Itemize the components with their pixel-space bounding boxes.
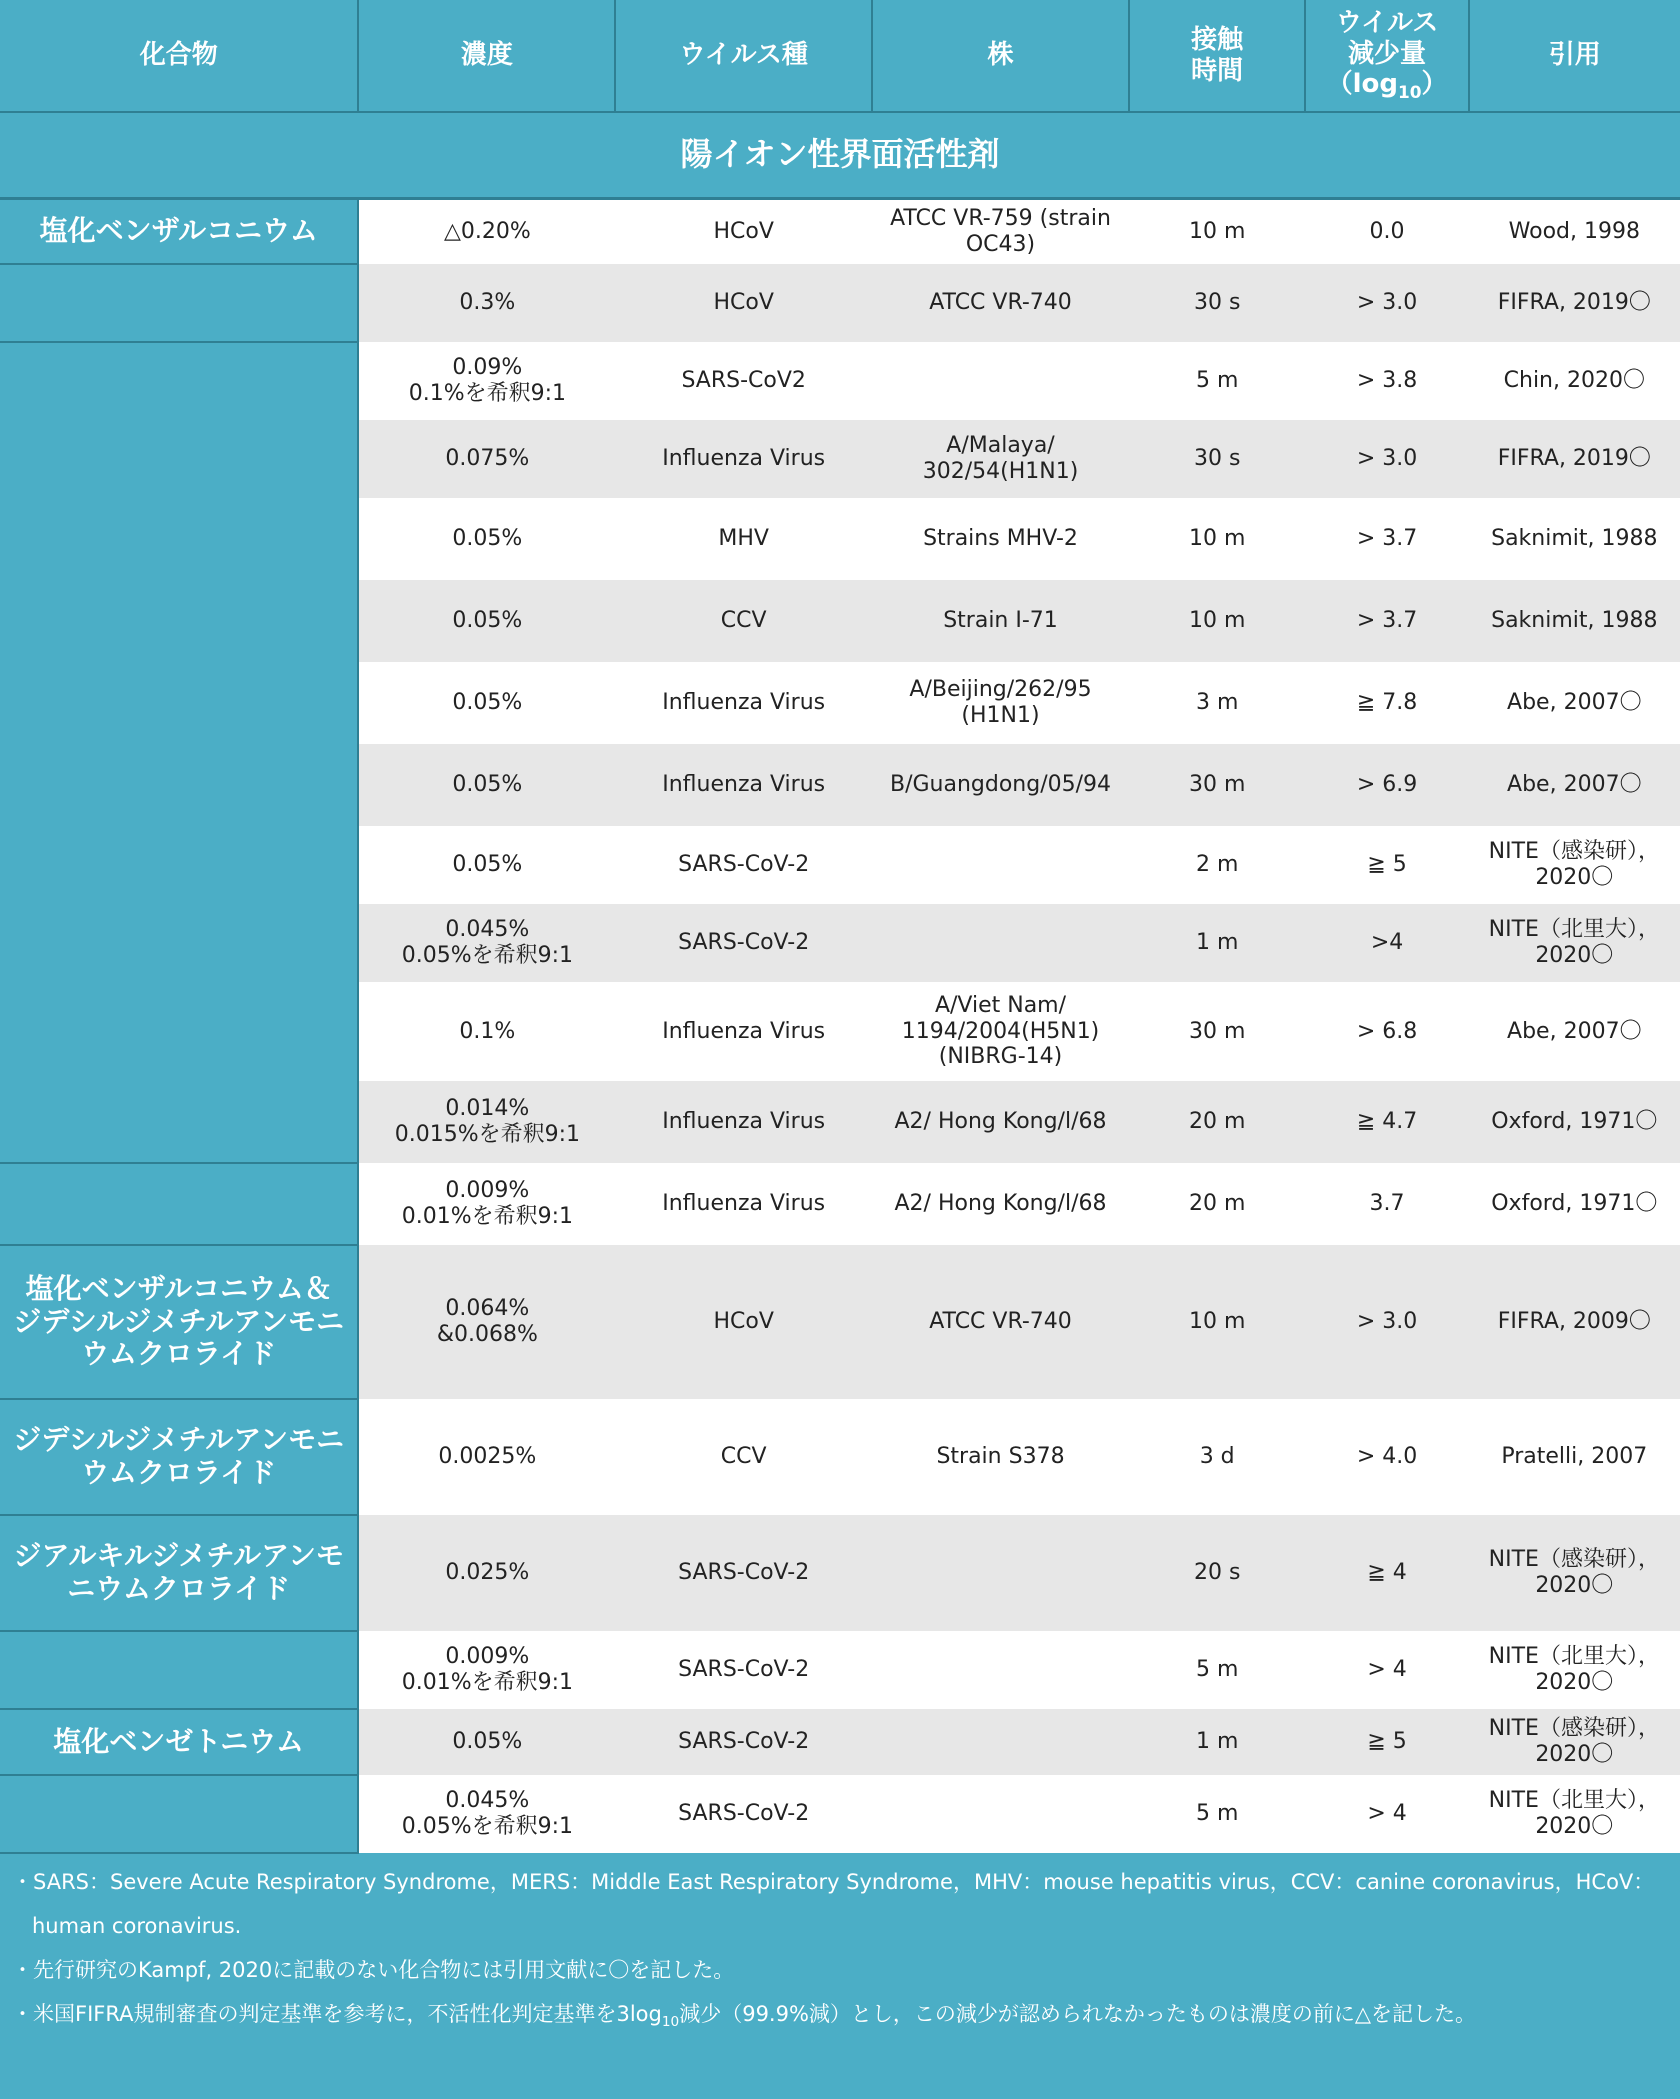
virus-cell: CCV	[615, 1399, 872, 1515]
concentration-cell: 0.05%	[358, 662, 615, 744]
virus-cell: SARS-CoV-2	[615, 826, 872, 904]
concentration-cell: 0.064% &0.068%	[358, 1245, 615, 1399]
compound-name: 塩化ベンザルコニウム	[0, 198, 358, 264]
contact-time-cell: 1 m	[1129, 904, 1306, 982]
citation-cell: Pratelli, 2007	[1469, 1399, 1680, 1515]
table-row	[0, 1515, 1680, 1631]
strain-cell	[872, 1709, 1129, 1775]
compound-name: 塩化ベンゼトニウム	[0, 1709, 358, 1775]
contact-time-cell: 10 m	[1129, 498, 1306, 580]
table-row	[0, 1245, 1680, 1399]
strain-cell	[872, 342, 1129, 420]
strain-cell: ATCC VR-740	[872, 264, 1129, 342]
strain-cell: B/Guangdong/05/94	[872, 744, 1129, 826]
header-strain: 株	[872, 0, 1129, 112]
table-row	[0, 1709, 1680, 1775]
footnote-triangle-mark: ・米国FIFRA規制審査の判定基準を参考に，不活性化判定基準を$3\log_{10}$減少（99.9%減）とし，この減少が認められなかったものは濃度の前に△を記した。	[12, 2002, 1477, 2031]
compound-name	[0, 1163, 358, 1245]
virus-cell: MHV	[615, 498, 872, 580]
table-row	[0, 264, 1680, 342]
virus-cell: CCV	[615, 580, 872, 662]
header-contact-time: 接触 時間	[1129, 0, 1306, 112]
contact-time-cell: 5 m	[1129, 342, 1306, 420]
virus-cell: Influenza Virus	[615, 420, 872, 498]
virus-cell: SARS-CoV-2	[615, 1775, 872, 1853]
virus-cell: Influenza Virus	[615, 1163, 872, 1245]
reduction-cell: > 3.8	[1305, 342, 1468, 420]
concentration-cell: 0.0025%	[358, 1399, 615, 1515]
header-citation: 引用	[1469, 0, 1680, 112]
concentration-cell: 0.09% 0.1%を希釈9:1	[358, 342, 615, 420]
table-row	[0, 1775, 1680, 1853]
citation-cell: Chin, 2020〇	[1469, 342, 1680, 420]
strain-cell	[872, 1775, 1129, 1853]
table-row	[0, 1631, 1680, 1709]
table-row	[0, 1399, 1680, 1515]
table-row	[0, 1163, 1680, 1245]
header-row	[0, 0, 1680, 112]
virus-cell: SARS-CoV2	[615, 342, 872, 420]
compound-name	[0, 1775, 358, 1853]
contact-time-cell: 20 s	[1129, 1515, 1306, 1631]
concentration-cell: 0.05%	[358, 1709, 615, 1775]
reduction-cell: > 3.0	[1305, 1245, 1468, 1399]
strain-cell: A2/ Hong Kong/l/68	[872, 1081, 1129, 1163]
reduction-cell: ≧ 4	[1305, 1515, 1468, 1631]
reduction-cell: > 3.0	[1305, 420, 1468, 498]
citation-cell: NITE（感染研）， 2020〇	[1469, 826, 1680, 904]
reduction-cell: > 6.8	[1305, 982, 1468, 1081]
table-row	[0, 198, 1680, 264]
footnotes	[0, 1860, 1680, 2044]
reduction-cell: ≧ 7.8	[1305, 662, 1468, 744]
contact-time-cell: 2 m	[1129, 826, 1306, 904]
virus-cell: HCoV	[615, 264, 872, 342]
contact-time-cell: 1 m	[1129, 1709, 1306, 1775]
footnote-abbreviations: ・SARS：Severe Acute Respiratory Syndrome，MERS：Middle East Respiratory Syndrome，MHV：mouse hepatitis virus，CCV：canine coronavirus，HCoV：	[12, 1870, 1655, 1894]
table-row	[0, 342, 1680, 420]
concentration-cell: 0.025%	[358, 1515, 615, 1631]
citation-cell: NITE（北里大）， 2020〇	[1469, 904, 1680, 982]
reduction-cell: > 3.0	[1305, 264, 1468, 342]
citation-cell: FIFRA, 2019〇	[1469, 264, 1680, 342]
header-concentration: 濃度	[358, 0, 615, 112]
strain-cell: Strain I-71	[872, 580, 1129, 662]
concentration-cell: 0.1%	[358, 982, 615, 1081]
contact-time-cell: 30 m	[1129, 744, 1306, 826]
concentration-cell: 0.014% 0.015%を希釈9:1	[358, 1081, 615, 1163]
strain-cell: Strain S378	[872, 1399, 1129, 1515]
header-compound: 化合物	[0, 0, 358, 112]
reduction-cell: > 4	[1305, 1775, 1468, 1853]
concentration-cell: 0.045% 0.05%を希釈9:1	[358, 904, 615, 982]
contact-time-cell: 3 m	[1129, 662, 1306, 744]
header-reduction: ウイルス 減少量 $(\log_{10})$	[1305, 0, 1468, 112]
citation-cell: Abe, 2007〇	[1469, 982, 1680, 1081]
strain-cell: ATCC VR-759 (strain OC43)	[872, 198, 1129, 264]
concentration-cell: 0.009% 0.01%を希釈9:1	[358, 1631, 615, 1709]
concentration-cell: 0.009% 0.01%を希釈9:1	[358, 1163, 615, 1245]
section-row	[0, 112, 1680, 198]
strain-cell: A2/ Hong Kong/l/68	[872, 1163, 1129, 1245]
citation-cell: Wood, 1998	[1469, 198, 1680, 264]
citation-cell: NITE（北里大）， 2020〇	[1469, 1631, 1680, 1709]
reduction-cell: >4	[1305, 904, 1468, 982]
virus-cell: SARS-CoV-2	[615, 1515, 872, 1631]
concentration-cell: 0.05%	[358, 580, 615, 662]
virus-cell: Influenza Virus	[615, 982, 872, 1081]
strain-cell: ATCC VR-740	[872, 1245, 1129, 1399]
strain-cell	[872, 904, 1129, 982]
compound-name	[0, 264, 358, 342]
citation-cell: NITE（北里大）， 2020〇	[1469, 1775, 1680, 1853]
compound-name: ジデシルジメチルアンモニ ウムクロライド	[0, 1399, 358, 1515]
reduction-cell: 0.0	[1305, 198, 1468, 264]
strain-cell	[872, 1515, 1129, 1631]
citation-cell: NITE（感染研）， 2020〇	[1469, 1515, 1680, 1631]
compound-name: ジアルキルジメチルアンモ ニウムクロライド	[0, 1515, 358, 1631]
compound-name: 塩化ベンザルコニウム＆ ジデシルジメチルアンモニ ウムクロライド	[0, 1245, 358, 1399]
concentration-cell: 0.05%	[358, 498, 615, 580]
contact-time-cell: 30 s	[1129, 420, 1306, 498]
contact-time-cell: 20 m	[1129, 1163, 1306, 1245]
virus-cell: SARS-CoV-2	[615, 1631, 872, 1709]
reduction-cell: > 3.7	[1305, 580, 1468, 662]
reduction-cell: > 6.9	[1305, 744, 1468, 826]
contact-time-cell: 10 m	[1129, 580, 1306, 662]
concentration-cell: 0.05%	[358, 826, 615, 904]
section-title: 陽イオン性界面活性剤	[0, 112, 1680, 198]
concentration-cell: 0.045% 0.05%を希釈9:1	[358, 1775, 615, 1853]
compound-name	[0, 342, 358, 1163]
citation-cell: Oxford, 1971〇	[1469, 1081, 1680, 1163]
citation-cell: Oxford, 1971〇	[1469, 1163, 1680, 1245]
contact-time-cell: 5 m	[1129, 1631, 1306, 1709]
reduction-cell: > 4.0	[1305, 1399, 1468, 1515]
virus-cell: SARS-CoV-2	[615, 904, 872, 982]
strain-cell: A/Beijing/262/95 (H1N1)	[872, 662, 1129, 744]
footnote-circle-mark: ・先行研究のKampf, 2020に記載のない化合物には引用文献に〇を記した。	[12, 1958, 735, 1982]
citation-cell: Saknimit, 1988	[1469, 580, 1680, 662]
strain-cell: A/Malaya/ 302/54(H1N1)	[872, 420, 1129, 498]
citation-cell: NITE（感染研）， 2020〇	[1469, 1709, 1680, 1775]
concentration-cell: △0.20%	[358, 198, 615, 264]
reduction-cell: ≧ 5	[1305, 1709, 1468, 1775]
strain-cell: Strains MHV-2	[872, 498, 1129, 580]
virus-cell: Influenza Virus	[615, 1081, 872, 1163]
concentration-cell: 0.3%	[358, 264, 615, 342]
contact-time-cell: 20 m	[1129, 1081, 1306, 1163]
contact-time-cell: 10 m	[1129, 198, 1306, 264]
virus-cell: Influenza Virus	[615, 744, 872, 826]
header-virus: ウイルス種	[615, 0, 872, 112]
reduction-cell: > 3.7	[1305, 498, 1468, 580]
contact-time-cell: 5 m	[1129, 1775, 1306, 1853]
virus-cell: HCoV	[615, 1245, 872, 1399]
concentration-cell: 0.075%	[358, 420, 615, 498]
footnote-abbreviations-cont: human coronavirus.	[32, 1914, 242, 1938]
virus-cell: HCoV	[615, 198, 872, 264]
contact-time-cell: 10 m	[1129, 1245, 1306, 1399]
reduction-cell: 3.7	[1305, 1163, 1468, 1245]
citation-cell: Abe, 2007〇	[1469, 744, 1680, 826]
contact-time-cell: 3 d	[1129, 1399, 1306, 1515]
strain-cell	[872, 826, 1129, 904]
contact-time-cell: 30 s	[1129, 264, 1306, 342]
reduction-cell: ≧ 5	[1305, 826, 1468, 904]
citation-cell: FIFRA, 2009〇	[1469, 1245, 1680, 1399]
virus-cell: SARS-CoV-2	[615, 1709, 872, 1775]
contact-time-cell: 30 m	[1129, 982, 1306, 1081]
concentration-cell: 0.05%	[358, 744, 615, 826]
reduction-cell: > 4	[1305, 1631, 1468, 1709]
strain-cell: A/Viet Nam/ 1194/2004(H5N1) (NIBRG-14)	[872, 982, 1129, 1081]
reduction-cell: ≧ 4.7	[1305, 1081, 1468, 1163]
strain-cell	[872, 1631, 1129, 1709]
citation-cell: Saknimit, 1988	[1469, 498, 1680, 580]
citation-cell: Abe, 2007〇	[1469, 662, 1680, 744]
compound-name	[0, 1631, 358, 1709]
virus-cell: Influenza Virus	[615, 662, 872, 744]
citation-cell: FIFRA, 2019〇	[1469, 420, 1680, 498]
